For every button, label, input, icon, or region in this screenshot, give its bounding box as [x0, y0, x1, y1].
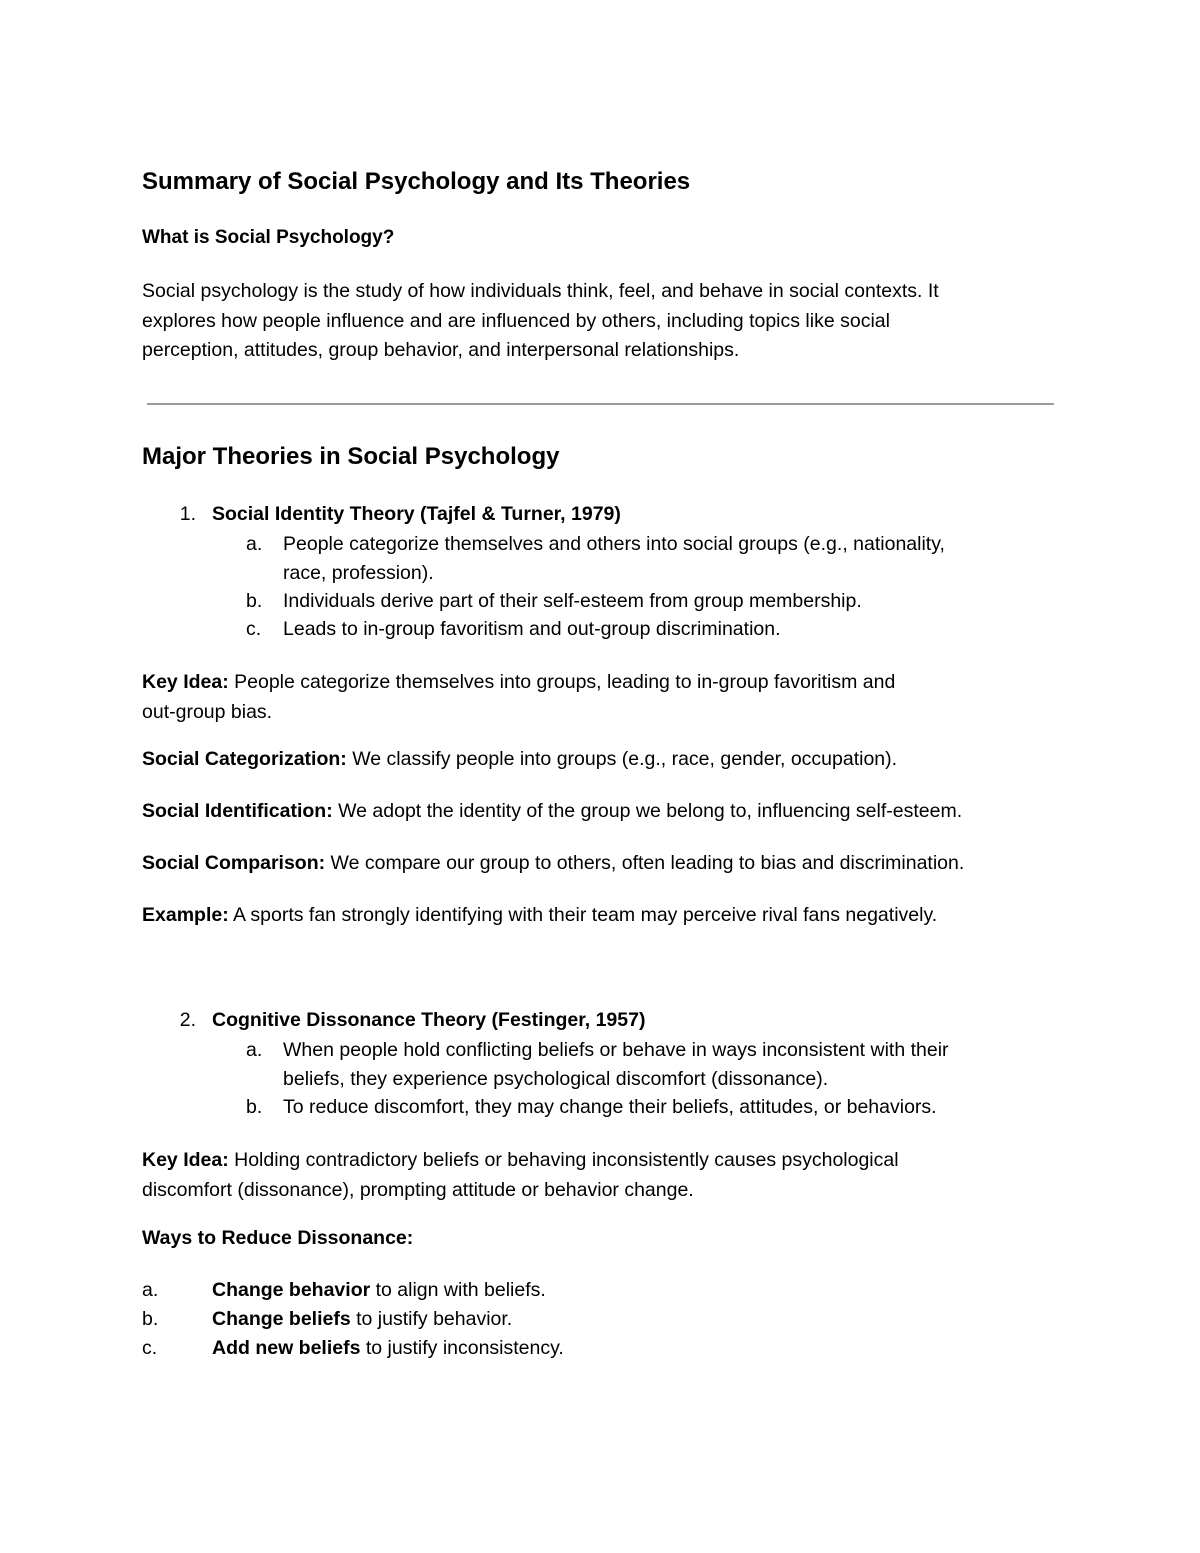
intro-line: Social psychology is the study of how individuals think, feel, and behave in social contexts. It	[142, 280, 939, 302]
list-marker: c.	[246, 618, 262, 640]
document-title: Summary of Social Psychology and Its Theories	[142, 168, 691, 195]
point-line: When people hold conflicting beliefs or behave in ways inconsistent with their	[283, 1039, 949, 1061]
ways-item-b	[142, 1308, 513, 1331]
intro-paragraph	[142, 277, 939, 366]
intro-line: explores how people influence and are influenced by others, including topics like social	[142, 309, 890, 332]
horizontal-divider	[147, 403, 1054, 405]
key-idea-text: discomfort (dissonance), prompting attitude or behavior change.	[142, 1178, 694, 1201]
identification-text: We adopt the identity of the group we belong to, influencing self-esteem.	[332, 800, 963, 822]
theory2-title-text: Cognitive Dissonance Theory (Festinger, 1957)	[212, 1009, 646, 1031]
comparison-text: We compare our group to others, often leading to bias and discrimination.	[325, 852, 965, 874]
point-line: Individuals derive part of their self-esteem from group membership.	[283, 590, 862, 612]
ways-item-c	[142, 1337, 564, 1360]
key-idea-label: Key Idea:	[142, 671, 229, 693]
intro-heading: What is Social Psychology?	[142, 227, 395, 248]
theory1-point-b	[246, 587, 862, 616]
example-label: Example:	[142, 904, 229, 926]
ways-item-bold: Change beliefs	[212, 1308, 351, 1330]
theory2-key-idea	[142, 1146, 899, 1205]
list-marker: a.	[142, 1279, 159, 1301]
list-marker: 2.	[179, 1009, 196, 1031]
point-line: race, profession).	[283, 561, 434, 584]
theory1-key-idea	[142, 668, 895, 727]
theory2-point-a	[246, 1036, 949, 1093]
theory2-title	[179, 1009, 646, 1032]
list-marker: 1.	[179, 503, 196, 525]
ways-item-text: to justify inconsistency.	[360, 1337, 564, 1359]
key-idea-text: Holding contradictory beliefs or behaving inconsistently causes psychological	[228, 1149, 899, 1171]
social-categorization	[142, 748, 897, 771]
ways-item-a	[142, 1279, 546, 1302]
key-idea-text: out-group bias.	[142, 700, 273, 723]
categorization-text: We classify people into groups (e.g., race, gender, occupation).	[346, 748, 898, 770]
ways-heading: Ways to Reduce Dissonance:	[142, 1227, 414, 1249]
theory1-point-a	[246, 530, 945, 587]
ways-item-text: to justify behavior.	[350, 1308, 513, 1330]
point-line: To reduce discomfort, they may change their beliefs, attitudes, or behaviors.	[283, 1096, 937, 1118]
comparison-label: Social Comparison:	[142, 852, 326, 874]
ways-item-bold: Add new beliefs	[212, 1337, 361, 1359]
point-line: beliefs, they experience psychological discomfort (dissonance).	[283, 1067, 829, 1090]
ways-item-text: to align with beliefs.	[370, 1279, 546, 1301]
list-marker: a.	[246, 533, 263, 555]
list-marker: b.	[142, 1308, 159, 1330]
ways-item-bold: Change behavior	[212, 1279, 371, 1301]
example-text: A sports fan strongly identifying with their team may perceive rival fans negatively.	[228, 904, 938, 926]
list-marker: a.	[246, 1039, 263, 1061]
list-marker: b.	[246, 1096, 263, 1118]
list-marker: b.	[246, 590, 263, 612]
social-comparison	[142, 852, 964, 875]
key-idea-text: People categorize themselves into groups, leading to in-group favoritism and	[228, 671, 896, 693]
theory1-point-c	[246, 615, 781, 644]
theory2-point-b	[246, 1093, 937, 1122]
key-idea-label: Key Idea:	[142, 1149, 229, 1171]
categorization-label: Social Categorization:	[142, 748, 347, 770]
section-heading: Major Theories in Social Psychology	[142, 443, 560, 470]
intro-line: perception, attitudes, group behavior, and interpersonal relationships.	[142, 339, 740, 361]
list-marker: c.	[142, 1337, 158, 1359]
theory1-title	[179, 503, 621, 526]
point-line: People categorize themselves and others into social groups (e.g., nationality,	[283, 533, 945, 555]
point-line: Leads to in-group favoritism and out-group discrimination.	[283, 618, 781, 640]
social-identification	[142, 800, 962, 823]
theory1-title-text: Social Identity Theory (Tajfel & Turner, 1979)	[212, 503, 621, 525]
example	[142, 904, 937, 927]
identification-label: Social Identification:	[142, 800, 333, 822]
